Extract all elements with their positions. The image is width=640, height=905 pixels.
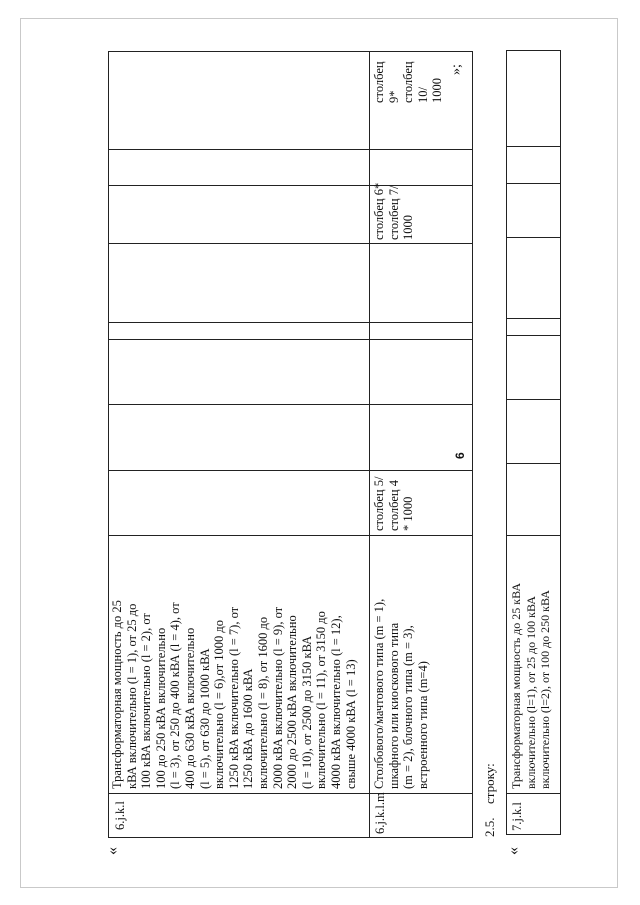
desc-line: включительно (l=2), от 100 до 250 кВА xyxy=(538,590,553,789)
desc-line: включительно (l = 11), от 3150 до xyxy=(314,611,329,789)
page-number: 6 xyxy=(453,452,467,459)
row3-code: 7.j.k.l xyxy=(510,802,524,831)
desc-line: (l = 10), от 2500 до 3150 кВА xyxy=(299,635,314,789)
desc-line: встроенного типа (m=4) xyxy=(415,661,430,789)
col-separator xyxy=(109,243,472,244)
desc-line: Трансформаторная мощность до 25 кВА xyxy=(509,582,523,789)
desc-line: (l = 5), от 630 до 1000 кВА xyxy=(197,648,212,789)
col-separator xyxy=(507,237,560,238)
col-separator xyxy=(109,793,472,794)
desc-line: включительно (l = 8), от 1600 до xyxy=(255,616,270,789)
row1-description xyxy=(110,539,358,789)
desc-line: 2000 до 2500 кВА включительно xyxy=(285,615,300,789)
formula-line: столбец 10/ xyxy=(401,61,430,103)
desc-line: 1250 кВА включительно (l = 7), от xyxy=(226,606,241,789)
formula-line: столбец 7/ xyxy=(386,185,401,240)
row2-code: 6.j.k.l.m xyxy=(373,792,387,834)
formula-line: 1000 xyxy=(430,78,445,103)
desc-line: 400 до 630 кВА включительно xyxy=(182,627,197,789)
formula-line: 1000 xyxy=(401,215,416,240)
formula-col9-col10 xyxy=(372,52,445,103)
col-separator xyxy=(507,335,560,336)
desc-line: 100 кВА включительно (l = 2), от xyxy=(139,613,154,789)
formula-line: столбец 9* xyxy=(372,61,401,103)
desc-line: включительно (l=1), от 25 до 100 кВА xyxy=(523,596,538,789)
open-quote-mark: « xyxy=(104,847,121,855)
row-separator xyxy=(369,52,370,837)
col-separator xyxy=(109,185,472,186)
row1-code: 6.j.k.l xyxy=(113,801,127,830)
desc-line: кВА включительно (l = 1), от 25 до xyxy=(124,603,139,789)
desc-line: (m = 2), блочного типа (m = 3), xyxy=(401,625,416,789)
col-separator xyxy=(507,463,560,464)
open-quote-mark: « xyxy=(505,847,522,855)
col-separator xyxy=(507,183,560,184)
formula-col5-col4 xyxy=(372,477,416,531)
formula-line: столбец 6* xyxy=(372,182,386,240)
col-separator xyxy=(507,399,560,400)
desc-line: включительно (l = 6),от 1000 до xyxy=(212,620,227,789)
col-separator xyxy=(109,149,472,150)
desc-line: 100 до 250 кВА включительно xyxy=(153,627,168,789)
col-separator xyxy=(507,146,560,147)
formula-col6-col7 xyxy=(372,183,416,240)
desc-line: 1250 кВА до 1600 кВА xyxy=(241,668,256,789)
upper-table xyxy=(108,51,473,838)
desc-line: 2000 кВА включительно (l = 9), от xyxy=(270,606,285,789)
section-text: строку: xyxy=(482,763,497,804)
col-separator xyxy=(507,318,560,319)
col-separator xyxy=(109,535,472,536)
row2-description xyxy=(372,539,430,789)
desc-line: свыше 4000 кВА (l = 13) xyxy=(343,659,358,789)
desc-line: 4000 кВА включительно (l = 12), xyxy=(328,615,343,789)
formula-line: столбец 5/ xyxy=(372,476,386,531)
desc-line: Трансформаторная мощность до 25 xyxy=(110,600,124,789)
col-separator xyxy=(507,793,560,794)
col-separator xyxy=(507,535,560,536)
close-quote-mark: »; xyxy=(449,64,464,75)
col-separator xyxy=(109,339,472,340)
desc-line: шкафного или киоскового типа xyxy=(386,622,401,789)
col-separator xyxy=(109,404,472,405)
formula-line: * 1000 xyxy=(401,496,416,531)
row3-description xyxy=(509,539,553,789)
desc-line: Столбового/мачтового типа (m = 1), xyxy=(372,598,386,789)
col-separator xyxy=(109,322,472,323)
col-separator xyxy=(109,470,472,471)
section-number: 2.5. xyxy=(482,817,497,837)
desc-line: (l = 3), от 250 до 400 кВА (l = 4), от xyxy=(168,602,183,789)
formula-line: столбец 4 xyxy=(386,480,401,531)
lower-table xyxy=(506,50,561,835)
